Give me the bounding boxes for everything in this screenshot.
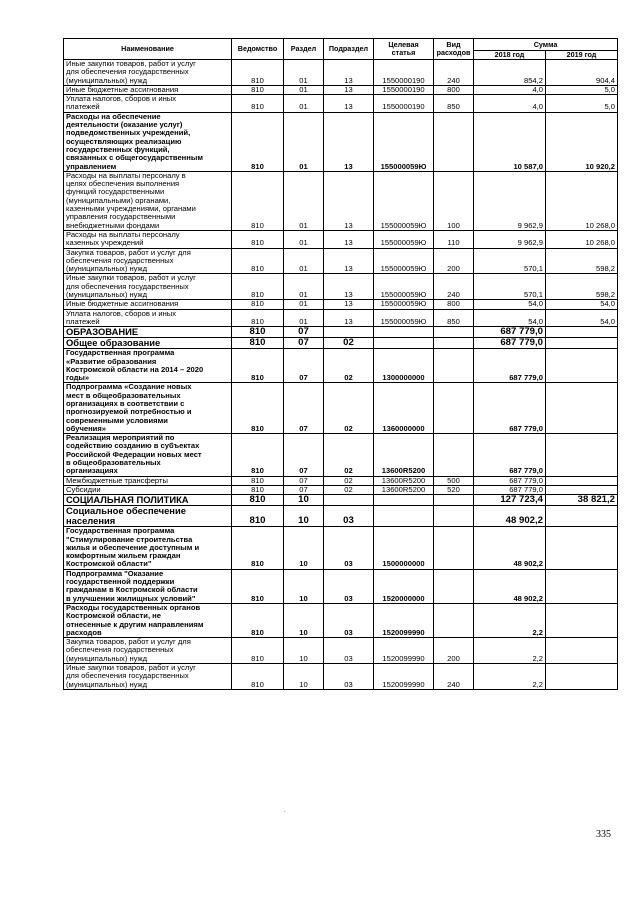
cell-podr: 13 — [324, 230, 374, 248]
cell-s2019 — [546, 638, 618, 664]
cell-name: Расходы на выплаты персоналу в целях обеспечения выполнения функций государственными (муниципальными) органами, казенными учреждениями, органами управления государственными внебюджетными фондами — [64, 171, 232, 230]
table-body — [64, 60, 618, 690]
cell-razd: 10 — [284, 495, 324, 506]
cell-razd: 01 — [284, 248, 324, 274]
cell-ved: 810 — [232, 309, 284, 327]
cell-vr: 800 — [434, 300, 474, 309]
cell-cs: 1300000000 — [374, 349, 434, 383]
cell-s2019: 54,0 — [546, 309, 618, 327]
cell-cs: 1520099990 — [374, 664, 434, 690]
cell-razd: 07 — [284, 349, 324, 383]
cell-vr: 500 — [434, 476, 474, 485]
cell-s2018: 4,0 — [474, 95, 546, 113]
cell-razd: 10 — [284, 506, 324, 527]
cell-name: Иные закупки товаров, работ и услуг для обеспечения государственных (муниципальных) нужд — [64, 274, 232, 300]
cell-razd: 10 — [284, 638, 324, 664]
table-row — [64, 112, 618, 171]
budget-table — [63, 38, 618, 690]
cell-cs: 155000059Ю — [374, 112, 434, 171]
cell-s2018: 570,1 — [474, 248, 546, 274]
cell-vr — [434, 527, 474, 569]
cell-ved: 810 — [232, 338, 284, 349]
cell-vr — [434, 338, 474, 349]
cell-s2018: 687 779,0 — [474, 383, 546, 434]
table-row — [64, 248, 618, 274]
table-row — [64, 638, 618, 664]
cell-podr: 13 — [324, 95, 374, 113]
cell-cs: 1500000000 — [374, 527, 434, 569]
cell-podr: 13 — [324, 274, 374, 300]
cell-ved: 810 — [232, 638, 284, 664]
header-year-2019: 2019 год — [546, 51, 618, 60]
cell-podr: 03 — [324, 664, 374, 690]
cell-name: СОЦИАЛЬНАЯ ПОЛИТИКА — [64, 495, 232, 506]
cell-vr — [434, 434, 474, 476]
cell-s2018: 2,2 — [474, 664, 546, 690]
cell-podr — [324, 495, 374, 506]
cell-s2018: 9 962,9 — [474, 171, 546, 230]
cell-razd: 07 — [284, 338, 324, 349]
cell-s2018: 9 962,9 — [474, 230, 546, 248]
cell-s2018: 2,2 — [474, 603, 546, 637]
header-sum: Сумма — [474, 39, 618, 51]
cell-s2018: 854,2 — [474, 60, 546, 86]
cell-razd: 01 — [284, 112, 324, 171]
cell-cs: 155000059Ю — [374, 309, 434, 327]
header-ministry: Ведомство — [232, 39, 284, 60]
cell-s2019 — [546, 603, 618, 637]
cell-podr: 02 — [324, 349, 374, 383]
cell-s2019: 10 268,0 — [546, 171, 618, 230]
cell-name: Расходы государственных органов Костромской области, не отнесенные к другим направлениям расходов — [64, 603, 232, 637]
cell-s2018: 54,0 — [474, 309, 546, 327]
table-row — [64, 171, 618, 230]
cell-vr: 800 — [434, 85, 474, 94]
cell-name: Иные закупки товаров, работ и услуг для обеспечения государственных (муниципальных) нужд — [64, 664, 232, 690]
cell-vr — [434, 603, 474, 637]
cell-ved: 810 — [232, 506, 284, 527]
header-subsection: Подраздел — [324, 39, 374, 60]
cell-s2018: 687 779,0 — [474, 349, 546, 383]
cell-razd: 07 — [284, 476, 324, 485]
cell-name: Межбюджетные трансферты — [64, 476, 232, 485]
cell-razd: 07 — [284, 383, 324, 434]
table-row — [64, 95, 618, 113]
cell-name: Закупка товаров, работ и услуг для обеспечения государственных (муниципальных) нужд — [64, 638, 232, 664]
cell-razd: 01 — [284, 95, 324, 113]
table-row — [64, 506, 618, 527]
cell-cs: 1550000190 — [374, 95, 434, 113]
cell-s2018: 48 902,2 — [474, 527, 546, 569]
cell-razd: 01 — [284, 300, 324, 309]
cell-razd: 01 — [284, 85, 324, 94]
cell-name: Государственная программа «Развитие образования Костромской области на 2014 – 2020 годы» — [64, 349, 232, 383]
table-row — [64, 527, 618, 569]
cell-podr: 02 — [324, 338, 374, 349]
cell-vr — [434, 112, 474, 171]
cell-s2019 — [546, 476, 618, 485]
cell-cs: 1520099990 — [374, 638, 434, 664]
cell-vr — [434, 383, 474, 434]
table-row — [64, 434, 618, 476]
cell-ved: 810 — [232, 95, 284, 113]
cell-ved: 810 — [232, 85, 284, 94]
cell-s2018: 48 902,2 — [474, 506, 546, 527]
cell-vr: 240 — [434, 60, 474, 86]
cell-ved: 810 — [232, 230, 284, 248]
cell-s2019: 38 821,2 — [546, 495, 618, 506]
cell-name: Субсидии — [64, 485, 232, 494]
cell-s2019 — [546, 485, 618, 494]
cell-s2019 — [546, 383, 618, 434]
table-row — [64, 476, 618, 485]
cell-s2018: 570,1 — [474, 274, 546, 300]
cell-razd: 01 — [284, 309, 324, 327]
cell-s2019: 5,0 — [546, 85, 618, 94]
cell-s2018: 687 779,0 — [474, 485, 546, 494]
cell-vr — [434, 327, 474, 338]
cell-ved: 810 — [232, 327, 284, 338]
cell-s2019 — [546, 664, 618, 690]
cell-razd: 10 — [284, 569, 324, 603]
header-name: Наименование — [64, 39, 232, 60]
cell-podr: 03 — [324, 603, 374, 637]
cell-cs — [374, 506, 434, 527]
cell-s2018: 48 902,2 — [474, 569, 546, 603]
cell-cs: 155000059Ю — [374, 274, 434, 300]
cell-name: Уплата налогов, сборов и иных платежей — [64, 309, 232, 327]
cell-razd: 01 — [284, 230, 324, 248]
cell-cs: 155000059Ю — [374, 171, 434, 230]
cell-razd: 10 — [284, 603, 324, 637]
table-row — [64, 349, 618, 383]
cell-s2018: 687 779,0 — [474, 338, 546, 349]
cell-s2019 — [546, 434, 618, 476]
cell-cs: 155000059Ю — [374, 230, 434, 248]
cell-cs: 1550000190 — [374, 85, 434, 94]
table-row — [64, 383, 618, 434]
cell-vr: 240 — [434, 664, 474, 690]
cell-cs: 13600R5200 — [374, 485, 434, 494]
table-row — [64, 603, 618, 637]
cell-razd: 07 — [284, 485, 324, 494]
cell-ved: 810 — [232, 383, 284, 434]
header-target: Целевая статья — [374, 39, 434, 60]
cell-cs: 1520000000 — [374, 569, 434, 603]
cell-s2019: 10 920,2 — [546, 112, 618, 171]
table-row — [64, 274, 618, 300]
cell-razd: 01 — [284, 60, 324, 86]
cell-name: ОБРАЗОВАНИЕ — [64, 327, 232, 338]
cell-razd: 10 — [284, 664, 324, 690]
cell-cs — [374, 327, 434, 338]
cell-ved: 810 — [232, 434, 284, 476]
cell-cs: 13600R5200 — [374, 434, 434, 476]
table-row — [64, 230, 618, 248]
cell-ved: 810 — [232, 527, 284, 569]
cell-name: Подпрограмма «Создание новых мест в общеобразовательных организациях в соответствии с прогнозируемой потребностью и современными условиями обучения» — [64, 383, 232, 434]
table-row — [64, 495, 618, 506]
cell-ved: 810 — [232, 60, 284, 86]
cell-podr: 13 — [324, 309, 374, 327]
cell-vr — [434, 569, 474, 603]
cell-vr: 200 — [434, 638, 474, 664]
cell-name: Расходы на выплаты персоналу казенных учреждений — [64, 230, 232, 248]
cell-ved: 810 — [232, 495, 284, 506]
cell-name: Иные закупки товаров, работ и услуг для обеспечения государственных (муниципальных) нужд — [64, 60, 232, 86]
table-row — [64, 338, 618, 349]
cell-s2019: 5,0 — [546, 95, 618, 113]
cell-cs — [374, 495, 434, 506]
cell-name: Расходы на обеспечение деятельности (оказание услуг) подведомственных учреждений, осуществляющих реализацию государственных функций, связанных с общегосударственным управлением — [64, 112, 232, 171]
cell-s2019: 54,0 — [546, 300, 618, 309]
cell-ved: 810 — [232, 112, 284, 171]
cell-s2018: 2,2 — [474, 638, 546, 664]
cell-s2019 — [546, 569, 618, 603]
cell-podr: 03 — [324, 569, 374, 603]
cell-s2019: 598,2 — [546, 274, 618, 300]
cell-vr: 850 — [434, 95, 474, 113]
cell-podr: 13 — [324, 112, 374, 171]
cell-podr — [324, 327, 374, 338]
table-row — [64, 300, 618, 309]
header-type: Вид расходов — [434, 39, 474, 60]
cell-ved: 810 — [232, 569, 284, 603]
table-row — [64, 85, 618, 94]
cell-s2019: 598,2 — [546, 248, 618, 274]
header-year-2018: 2018 год — [474, 51, 546, 60]
cell-razd: 07 — [284, 327, 324, 338]
cell-podr: 13 — [324, 60, 374, 86]
cell-cs: 1550000190 — [374, 60, 434, 86]
cell-podr: 13 — [324, 85, 374, 94]
cell-s2018: 54,0 — [474, 300, 546, 309]
cell-name: Иные бюджетные ассигнования — [64, 300, 232, 309]
cell-vr — [434, 349, 474, 383]
cell-podr: 13 — [324, 300, 374, 309]
cell-s2019: 10 268,0 — [546, 230, 618, 248]
cell-name: Государственная программа "Стимулирование строительства жилья и обеспечение доступным и комфортным жильем граждан Костромской области" — [64, 527, 232, 569]
cell-podr: 13 — [324, 248, 374, 274]
cell-s2019 — [546, 527, 618, 569]
cell-s2018: 687 779,0 — [474, 327, 546, 338]
cell-cs: 1360000000 — [374, 383, 434, 434]
header-section: Раздел — [284, 39, 324, 60]
cell-ved: 810 — [232, 300, 284, 309]
cell-vr: 110 — [434, 230, 474, 248]
cell-podr: 03 — [324, 638, 374, 664]
cell-podr: 03 — [324, 527, 374, 569]
cell-s2019 — [546, 506, 618, 527]
cell-s2018: 10 587,0 — [474, 112, 546, 171]
cell-cs: 155000059Ю — [374, 300, 434, 309]
table-row — [64, 485, 618, 494]
table-row — [64, 60, 618, 86]
cell-ved: 810 — [232, 248, 284, 274]
cell-s2018: 687 779,0 — [474, 434, 546, 476]
cell-podr: 02 — [324, 485, 374, 494]
cell-name: Закупка товаров, работ и услуг для обеспечения государственных (муниципальных) нужд — [64, 248, 232, 274]
cell-name: Реализация мероприятий по содействию созданию в субъектах Российской Федерации новых мест в общеобразовательных организациях — [64, 434, 232, 476]
cell-ved: 810 — [232, 349, 284, 383]
table-row — [64, 569, 618, 603]
scan-mark: . — [284, 808, 286, 814]
cell-vr: 520 — [434, 485, 474, 494]
cell-podr: 13 — [324, 171, 374, 230]
cell-ved: 810 — [232, 485, 284, 494]
cell-s2018: 127 723,4 — [474, 495, 546, 506]
cell-name: Подпрограмма "Оказание государственной поддержки гражданам в Костромской области в улучшении жилищных условий" — [64, 569, 232, 603]
cell-vr: 100 — [434, 171, 474, 230]
cell-razd: 07 — [284, 434, 324, 476]
cell-razd: 10 — [284, 527, 324, 569]
cell-vr: 200 — [434, 248, 474, 274]
cell-cs: 13600R5200 — [374, 476, 434, 485]
cell-cs — [374, 338, 434, 349]
cell-s2019 — [546, 349, 618, 383]
cell-s2018: 687 779,0 — [474, 476, 546, 485]
cell-ved: 810 — [232, 664, 284, 690]
cell-s2019 — [546, 327, 618, 338]
cell-vr — [434, 506, 474, 527]
cell-vr — [434, 495, 474, 506]
cell-ved: 810 — [232, 603, 284, 637]
cell-cs: 155000059Ю — [374, 248, 434, 274]
cell-razd: 01 — [284, 274, 324, 300]
cell-name: Иные бюджетные ассигнования — [64, 85, 232, 94]
cell-name: Общее образование — [64, 338, 232, 349]
cell-name: Социальное обеспечение населения — [64, 506, 232, 527]
cell-ved: 810 — [232, 476, 284, 485]
cell-vr: 240 — [434, 274, 474, 300]
cell-s2018: 4,0 — [474, 85, 546, 94]
table-row — [64, 309, 618, 327]
cell-podr: 03 — [324, 506, 374, 527]
table-row — [64, 327, 618, 338]
cell-podr: 02 — [324, 434, 374, 476]
cell-podr: 02 — [324, 383, 374, 434]
cell-ved: 810 — [232, 274, 284, 300]
table-row — [64, 664, 618, 690]
cell-vr: 850 — [434, 309, 474, 327]
cell-podr: 02 — [324, 476, 374, 485]
cell-s2019: 904,4 — [546, 60, 618, 86]
cell-s2019 — [546, 338, 618, 349]
cell-razd: 01 — [284, 171, 324, 230]
page-number: 335 — [596, 829, 611, 840]
cell-ved: 810 — [232, 171, 284, 230]
cell-cs: 1520099990 — [374, 603, 434, 637]
cell-name: Уплата налогов, сборов и иных платежей — [64, 95, 232, 113]
